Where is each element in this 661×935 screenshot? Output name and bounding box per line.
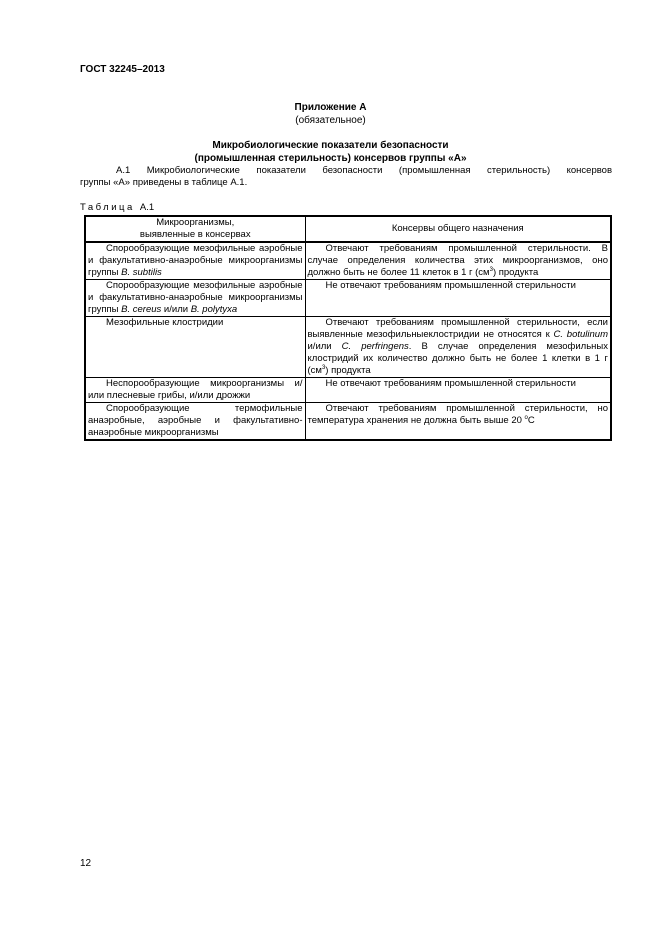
cell-microorganism: Неспорообразующие микроорганизмы и/или плесневые грибы, и/или дрожжи — [85, 378, 305, 403]
cell-requirement: Отвечают требованиям промышленной стерильности. В случае определения количества этих микроорганизмов, оно должно быть не более 11 клеток в 1 г $(см^3)$ продукта — [305, 242, 611, 280]
cell-requirement: Не отвечают требованиям промышленной стерильности — [305, 280, 611, 317]
cell-microorganism: Мезофильные клостридии — [85, 317, 305, 378]
annex-status: (обязательное) — [295, 115, 366, 126]
cell-requirement: Не отвечают требованиям промышленной стерильности — [305, 378, 611, 403]
cell-microorganism: Спорообразующие термофильные анаэробные, аэробные и факультативно-анаэробные микроорганизмы — [85, 403, 305, 441]
annex-title: Приложение А — [294, 102, 367, 113]
table-row — [85, 242, 611, 280]
section-title — [0, 140, 661, 165]
header-canned-general: Консервы общего назначения — [305, 216, 611, 242]
cell-requirement: Отвечают требованиям промышленной стерильности, но температура хранения не должна быть выше 20 $^о$С — [305, 403, 611, 441]
intro-paragraph-line-1: А.1 Микробиологические показатели безопасности (промышленная стерильность) консервов — [116, 165, 612, 176]
table-row — [85, 317, 611, 378]
header-microorganisms — [85, 216, 305, 242]
header-microorganisms-line-1: Микроорганизмы, — [156, 217, 235, 228]
cell-microorganism: Спорообразующие мезофильные аэробные и факультативно-анаэробные микроорганизмы группы B. cereus и/или B. polytyxa — [85, 280, 305, 317]
table-caption-number: А.1 — [139, 202, 155, 213]
cell-requirement: Отвечают требованиям промышленной стерильности, если выявленные мезофильныеклостридии не относятся к C. botulinum и/или C. perfringens. В случае определения мезофильных клостридий их количество должно быть не более 1 клетки в 1 г $(см^3)$ продукта — [305, 317, 611, 378]
table-row — [85, 378, 611, 403]
intro-paragraph — [80, 165, 612, 189]
header-microorganisms-line-2: выявленные в консервах — [139, 229, 251, 240]
table-a1 — [84, 215, 612, 441]
section-title-line-1: Микробиологические показатели безопасности — [212, 140, 449, 151]
table-header-row — [85, 216, 611, 242]
section-title-line-2: (промышленная стерильность) консервов группы «А» — [194, 152, 467, 164]
table-row — [85, 280, 611, 317]
table-caption — [80, 202, 154, 213]
table-caption-word: Таблица — [80, 202, 135, 213]
cell-microorganism: Спорообразующие мезофильные аэробные и факультативно-анаэробные микроорганизмы группы B. subtilis — [85, 242, 305, 280]
page-number: 12 — [80, 858, 92, 869]
intro-paragraph-line-2: группы «А» приведены в таблице А.1. — [80, 177, 248, 188]
table-row — [85, 403, 611, 441]
document-header: ГОСТ 32245–2013 — [80, 64, 165, 75]
